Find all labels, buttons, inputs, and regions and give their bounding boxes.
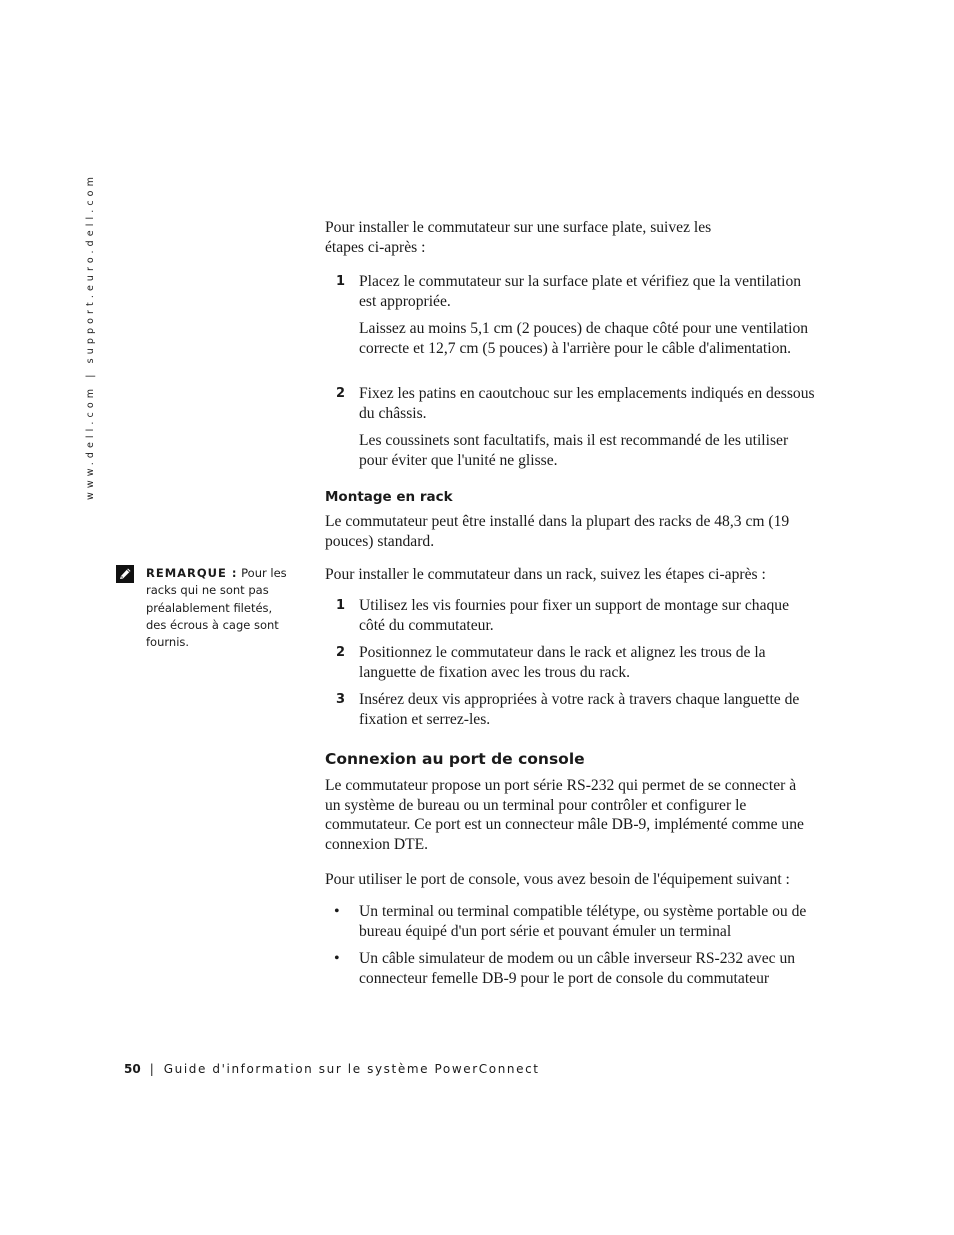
note-text [146,565,296,651]
step-text: Positionnez le commutateur dans le rack et alignez les trous de la languette de fixation avec les trous du rack. [359,644,766,681]
bullet-text: Un terminal ou terminal compatible télétype, ou système portable ou de bureau équipé d'un port série et pouvant émuler un terminal [359,903,807,940]
bullet-text: Un câble simulateur de modem ou un câble inverseur RS-232 avec un connecteur femelle DB-9 pour le port de console du commutateur [359,950,796,987]
step-number: 1 [336,598,346,613]
console-heading: Connexion au port de console [325,750,585,768]
step-detail: Laissez au moins 5,1 cm (2 pouces) de chaque côté pour une ventilation correcte et 12,7 cm (5 pouces) à l'arrière pour le câble d'alimentation. [359,320,809,357]
console-paragraph-1: Le commutateur propose un port série RS-232 qui permet de se connecter à un système de bureau ou un terminal pour contrôler et configurer le commutateur. Ce port est un connecteur mâle DB-9, implémenté comme une connexion DTE. [325,777,804,853]
step-number: 2 [336,386,346,401]
step-number: 1 [336,274,346,289]
note-label: REMARQUE : [146,566,238,580]
side-url: www.dell.com | support.euro.dell.com [85,173,96,500]
console-paragraph-2: Pour utiliser le port de console, vous avez besoin de l'équipement suivant : [325,871,790,888]
step-detail: Les coussinets sont facultatifs, mais il est recommandé de les utiliser pour éviter que l'unité ne glisse. [359,432,789,469]
step-text: Fixez les patins en caoutchouc sur les emplacements indiqués en dessous du châssis. [359,385,815,422]
rack-heading: Montage en rack [325,489,453,505]
note-pencil-icon [116,565,134,583]
footer-separator: | [149,1062,154,1076]
footer-title: Guide d'information sur le système PowerConnect [163,1062,540,1076]
page-number: 50 [124,1062,141,1076]
page-footer [124,1062,540,1076]
step-text: Utilisez les vis fournies pour fixer un support de montage sur chaque côté du commutateur. [359,597,790,634]
note-body: Pour les racks qui ne sont pas préalablement filetés, des écrous à cage sont fournis. [146,566,287,650]
bullet-symbol: • [334,903,340,920]
rack-paragraph-1: Le commutateur peut être installé dans la plupart des racks de 48,3 cm (19 pouces) standard. [325,513,790,550]
step-text: Placez le commutateur sur la surface plate et vérifiez que la ventilation est appropriée. [359,273,802,310]
bullet-symbol: • [334,950,340,967]
step-text: Insérez deux vis appropriées à votre rack à travers chaque languette de fixation et serrez-les. [359,691,800,728]
intro-flat-paragraph: Pour installer le commutateur sur une surface plate, suivez les étapes ci-après : [325,219,712,256]
step-number: 2 [336,645,346,660]
rack-paragraph-2: Pour installer le commutateur dans un rack, suivez les étapes ci-après : [325,566,766,583]
step-number: 3 [336,692,346,707]
